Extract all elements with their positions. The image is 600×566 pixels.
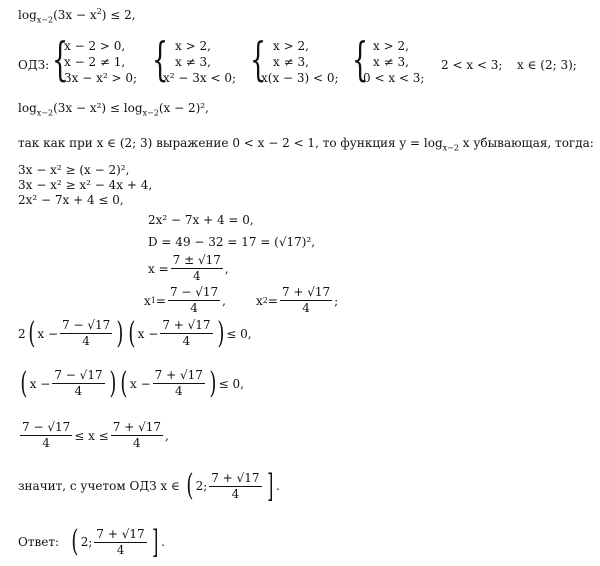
- numerator: 7 − √17: [169, 285, 219, 299]
- paren-close: ): [108, 365, 116, 401]
- step-2: 3x − x² ≥ x² − 4x + 4,: [18, 178, 153, 192]
- inequality-log-form: [18, 101, 209, 118]
- sys3-row: x ≠ 3,: [273, 55, 309, 69]
- denominator: 4: [174, 384, 183, 398]
- log-arg: (3x − x: [53, 8, 97, 22]
- factored-form-2: [18, 365, 244, 401]
- brace-4: {: [352, 32, 369, 86]
- sys1-row: x − 2 > 0,: [64, 39, 126, 53]
- denominator: 4: [231, 486, 240, 501]
- fraction: [171, 253, 223, 284]
- denominator: 4: [190, 301, 198, 315]
- paren-open: (: [71, 524, 79, 559]
- denominator: 4: [82, 334, 90, 348]
- numerator: 7 + √17: [211, 470, 260, 485]
- paren-open: (: [20, 365, 28, 401]
- x-minus: x −: [137, 326, 159, 341]
- roots-formula: [148, 253, 229, 284]
- denominator: 4: [133, 436, 141, 450]
- paren-close: ): [209, 365, 217, 401]
- log-base-2: x−2: [142, 108, 159, 118]
- eq: =: [155, 293, 166, 308]
- middle: ≤ x ≤: [74, 428, 109, 443]
- punct: ,: [222, 293, 226, 308]
- numerator: 7 − √17: [22, 420, 71, 434]
- root-x1: x 1 = $\frac{7 - √17}{4}$ ,: [144, 285, 226, 315]
- eq: =: [267, 293, 278, 308]
- conclusion-line: [18, 467, 280, 505]
- log-base: x−2: [36, 108, 54, 118]
- quadratic-eq: 2x² − 7x + 4 = 0,: [148, 213, 254, 227]
- numerator: 7 + √17: [281, 285, 331, 299]
- system-2: [163, 40, 236, 84]
- sys2-row: x² − 3x < 0;: [163, 71, 237, 85]
- paren-open: (: [120, 365, 128, 401]
- fraction: [168, 285, 220, 316]
- period: .: [161, 535, 165, 549]
- ineq-end: ≤ 0,: [226, 326, 252, 341]
- odz-result-1: 2 < x < 3;: [441, 58, 503, 72]
- brace-2: {: [152, 32, 169, 86]
- odz-label: ОДЗ:: [18, 58, 50, 72]
- log-text: log: [18, 101, 37, 115]
- log-text-2: (3x − x²) ≤ log: [53, 101, 143, 115]
- x-minus: x −: [29, 376, 51, 391]
- x-label: x: [144, 293, 151, 308]
- ineq-end: ≤ 0,: [218, 376, 244, 391]
- denominator: 4: [74, 384, 83, 398]
- system-4: [363, 40, 424, 84]
- denominator: 4: [302, 301, 310, 315]
- bracket-close: ]: [151, 523, 159, 561]
- fraction: [160, 318, 212, 349]
- denominator: 4: [192, 269, 201, 283]
- ineq-end: ) ≤ 2,: [101, 8, 136, 22]
- x-eq: x =: [148, 261, 169, 276]
- denominator: 4: [116, 542, 125, 557]
- factored-form-1: [18, 315, 252, 351]
- explanation-end: x убывающая, тогда:: [458, 136, 594, 150]
- numerator: 7 ± √17: [172, 253, 221, 267]
- system-3: [261, 40, 339, 84]
- discriminant: D = 49 − 32 = 17 = (√17)²,: [148, 235, 316, 249]
- sys1-row: 3x − x² > 0;: [64, 71, 138, 85]
- fraction: [153, 368, 205, 399]
- period: .: [276, 479, 280, 493]
- brace-1: {: [52, 32, 69, 86]
- fraction: [280, 285, 332, 316]
- sys4-row: x ≠ 3,: [373, 55, 409, 69]
- explanation-line: [18, 136, 594, 153]
- paren-open: (: [128, 315, 136, 351]
- fraction: [111, 420, 163, 451]
- system-1: [64, 40, 137, 84]
- paren-open: (: [186, 468, 194, 503]
- x-minus: x −: [130, 376, 151, 391]
- sys1-row: x − 2 ≠ 1,: [64, 55, 126, 69]
- sys4-row: x > 2,: [373, 39, 409, 53]
- left-bound: 2;: [195, 479, 208, 493]
- conclusion-text: значит, с учетом ОДЗ x ∈: [18, 479, 180, 493]
- log-text: log: [18, 8, 37, 22]
- denominator: 4: [42, 436, 50, 450]
- punct: ;: [334, 293, 339, 308]
- fraction: [209, 471, 261, 502]
- x-label: x: [256, 293, 263, 308]
- step-3: 2x² − 7x + 4 ≤ 0,: [18, 193, 124, 207]
- punct: ,: [164, 428, 169, 443]
- sys3-row: x > 2,: [273, 39, 309, 53]
- numerator: 7 + √17: [112, 420, 161, 434]
- x-minus: x −: [37, 326, 58, 341]
- step-1: 3x − x² ≥ (x − 2)²,: [18, 163, 130, 177]
- power: 2: [96, 7, 102, 16]
- punct: ,: [224, 261, 229, 276]
- solution-interval: [18, 420, 169, 451]
- sys3-row: x(x − 3) < 0;: [261, 71, 339, 85]
- numerator: 7 − √17: [54, 368, 103, 382]
- log-base: x−2: [442, 143, 459, 153]
- answer-line: [18, 523, 165, 561]
- log-arg-2: (x − 2)²,: [158, 101, 209, 115]
- root-x2: x 2 = $\frac{7 + √17}{4}$ ;: [256, 285, 339, 315]
- odz-result-2: x ∈ (2; 3);: [517, 58, 577, 72]
- sys4-row: 0 < x < 3;: [363, 71, 425, 85]
- sys2-row: x > 2,: [175, 39, 211, 53]
- fraction: [52, 368, 104, 399]
- explanation-text: так как при x ∈ (2; 3) выражение 0 < x − 2 < 1, то функция y = log: [18, 136, 443, 150]
- coef: 2: [18, 326, 26, 341]
- fraction: [20, 420, 72, 451]
- denominator: 4: [182, 334, 191, 348]
- paren-close: ): [116, 315, 124, 351]
- fraction: [94, 527, 146, 558]
- brace-3: {: [250, 32, 267, 86]
- numerator: 7 + √17: [96, 526, 145, 541]
- numerator: 7 + √17: [154, 368, 203, 382]
- paren-close: ): [216, 315, 224, 351]
- numerator: 7 + √17: [162, 318, 211, 332]
- bracket-close: ]: [266, 467, 273, 505]
- answer-label: Ответ:: [18, 535, 60, 549]
- inequality-original: [18, 7, 136, 25]
- numerator: 7 − √17: [62, 318, 111, 332]
- left-bound: 2;: [80, 535, 93, 549]
- sys2-row: x ≠ 3,: [175, 55, 211, 69]
- fraction: [60, 318, 112, 349]
- log-base: x−2: [36, 15, 54, 25]
- paren-open: (: [27, 315, 36, 351]
